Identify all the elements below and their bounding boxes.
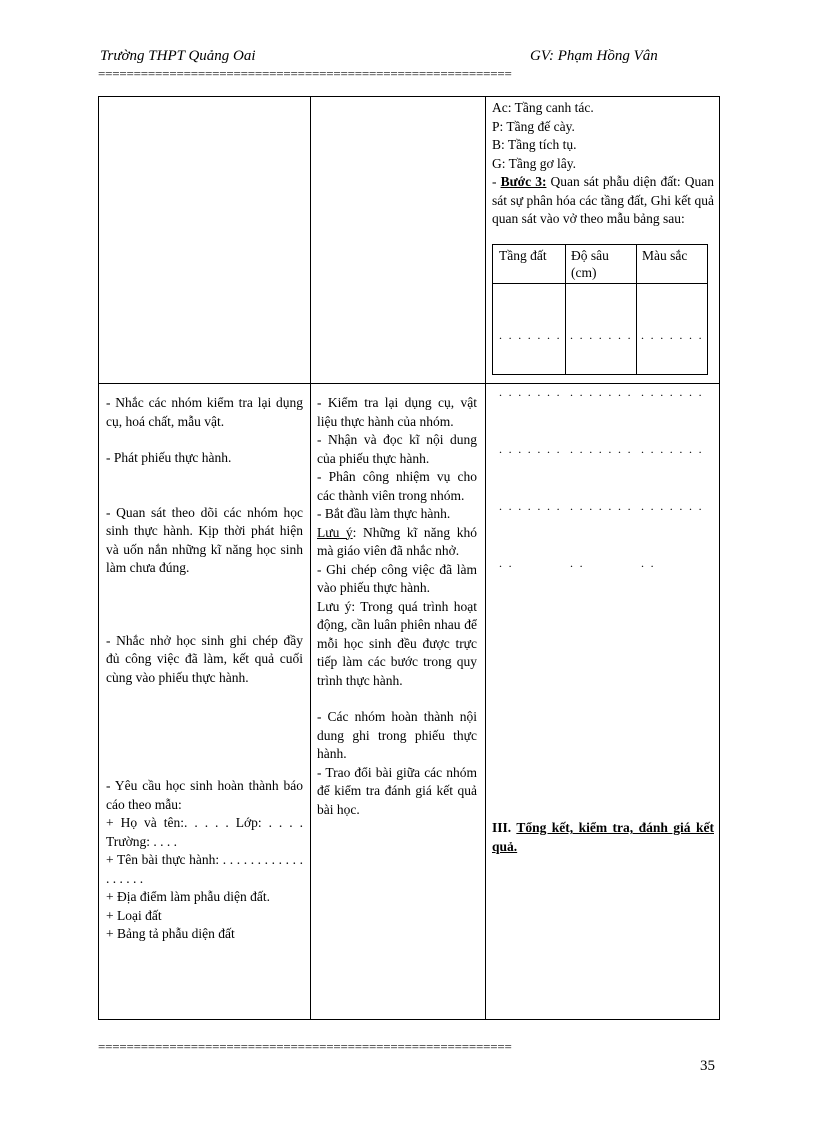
- footer-rule: ==========================================================: [98, 1040, 512, 1054]
- header-teacher: GV: Phạm Hồng Vân: [530, 48, 658, 64]
- dot-row: . . . . . . .: [499, 499, 562, 513]
- horizon-g: G: Tầng gơ lây.: [492, 155, 576, 171]
- column-divider: [485, 97, 486, 1019]
- report-field: + Bảng tả phẫu diện đất: [106, 926, 235, 941]
- student-item: - Trao đổi bài giữa các nhóm để kiểm tra đánh giá kết quả bài học.: [317, 764, 477, 817]
- dot-row: . .: [499, 556, 514, 570]
- dot-row: . . . . . . .: [499, 442, 562, 456]
- report-field: + Tên bài thực hành: . . . . . . . . . . . . . . . . . .: [106, 852, 303, 886]
- report-field: + Địa điểm làm phẫu diện đất.: [106, 889, 270, 904]
- dot-row: . . . . . . .: [570, 499, 633, 513]
- summary-roman: III.: [492, 820, 517, 835]
- dot-row: . .: [570, 556, 585, 570]
- column-divider: [310, 97, 311, 1019]
- observation-col-divider: [565, 245, 566, 374]
- student-item: - Nhận và đọc kĩ nội dung của phiếu thực hành.: [317, 432, 477, 466]
- dot-row: . . . . . . .: [641, 499, 704, 513]
- cell-teacher-activities: [106, 394, 303, 944]
- observation-col-color-dots: [641, 288, 703, 611]
- teacher-item: - Phát phiếu thực hành.: [106, 450, 232, 465]
- cell-student-content-top: [492, 99, 714, 229]
- summary-title: Tổng kết, kiểm tra, đánh giá kết quả.: [492, 820, 714, 854]
- dot-row: . . . . . . .: [641, 442, 704, 456]
- student-note: Lưu ý: Trong quá trình hoạt động, cần luân phiên nhau để mỗi học sinh đều được trực tiếp làm các bước trong quy trình thực hành.: [317, 598, 477, 688]
- observation-table: [492, 244, 708, 570]
- dot-row: . . . . . . .: [570, 442, 633, 456]
- observation-header-color: Màu sắc: [642, 248, 688, 263]
- dot-row: . . . . . . .: [641, 328, 704, 342]
- report-field: + Họ và tên:. . . . . Lớp: . . . . Trường: . . . .: [106, 815, 303, 849]
- dot-row: . . . . . . .: [499, 385, 562, 399]
- observation-col-depth-dots: [570, 288, 632, 611]
- step-prefix: -: [492, 174, 501, 189]
- cell-summary: [492, 819, 714, 856]
- dot-row: . .: [641, 556, 656, 570]
- dot-row: . . . . . . .: [641, 385, 704, 399]
- student-item: - Phân công nhiệm vụ cho các thành viên trong nhóm.: [317, 469, 477, 503]
- note-text: : Những kĩ năng khó mà giáo viên đã nhắc nhở.: [317, 524, 477, 558]
- observation-header-divider: [493, 283, 707, 284]
- horizon-ac: Ac: Tầng canh tác.: [492, 100, 594, 115]
- teacher-item: - Quan sát theo dõi các nhóm học sinh thực hành. Kịp thời phát hiện và uốn nắn những kĩ năng học sinh làm chưa đúng.: [106, 504, 303, 575]
- observation-col-divider: [636, 245, 637, 374]
- student-item: - Kiểm tra lại dụng cụ, vật liệu thực hành của nhóm.: [317, 395, 477, 429]
- report-field: + Loại đất: [106, 907, 162, 923]
- page-number: 35: [700, 1058, 715, 1074]
- horizon-b: B: Tầng tích tụ.: [492, 137, 577, 152]
- header-rule: ==========================================================: [98, 67, 512, 81]
- teacher-item: - Nhắc nhở học sinh ghi chép đầy đủ công việc đã làm, kết quả cuối cùng vào phiếu thực hành.: [106, 632, 303, 685]
- observation-col-layer-dots: [499, 288, 561, 611]
- lesson-table: [98, 96, 720, 1020]
- observation-header-layer: Tầng đất: [499, 248, 547, 263]
- teacher-item: - Nhắc các nhóm kiểm tra lại dụng cụ, hoá chất, mẫu vật.: [106, 395, 303, 429]
- summary-heading: [492, 819, 714, 856]
- student-item: - Các nhóm hoàn thành nội dung ghi trong phiếu thực hành.: [317, 709, 477, 761]
- teacher-item: - Yêu cầu học sinh hoàn thành báo cáo theo mẫu:: [106, 778, 303, 812]
- student-note: [317, 524, 477, 561]
- step-3-label: Bước 3:: [500, 174, 547, 189]
- horizon-p: P: Tầng đế cày.: [492, 118, 575, 134]
- cell-student-activities: [317, 394, 477, 819]
- step-3-text: Quan sát phẫu diện đất: Quan sát sự phân hóa các tầng đất, Ghi kết quả quan sát vào vở theo mẫu bảng sau:: [492, 174, 714, 226]
- observation-header-depth: Độ sâu (cm): [571, 248, 609, 280]
- note-label: Lưu ý: [317, 524, 353, 540]
- header-school: Trường THPT Quảng Oai: [100, 48, 256, 64]
- step-3-paragraph: [492, 173, 714, 229]
- student-item: - Bắt đầu làm thực hành.: [317, 506, 451, 521]
- dot-row: . . . . . . .: [570, 385, 633, 399]
- student-item: - Ghi chép công việc đã làm vào phiếu thực hành.: [317, 561, 477, 595]
- dot-row: . . . . . . .: [499, 328, 562, 342]
- dot-row: . . . . . . .: [570, 328, 633, 342]
